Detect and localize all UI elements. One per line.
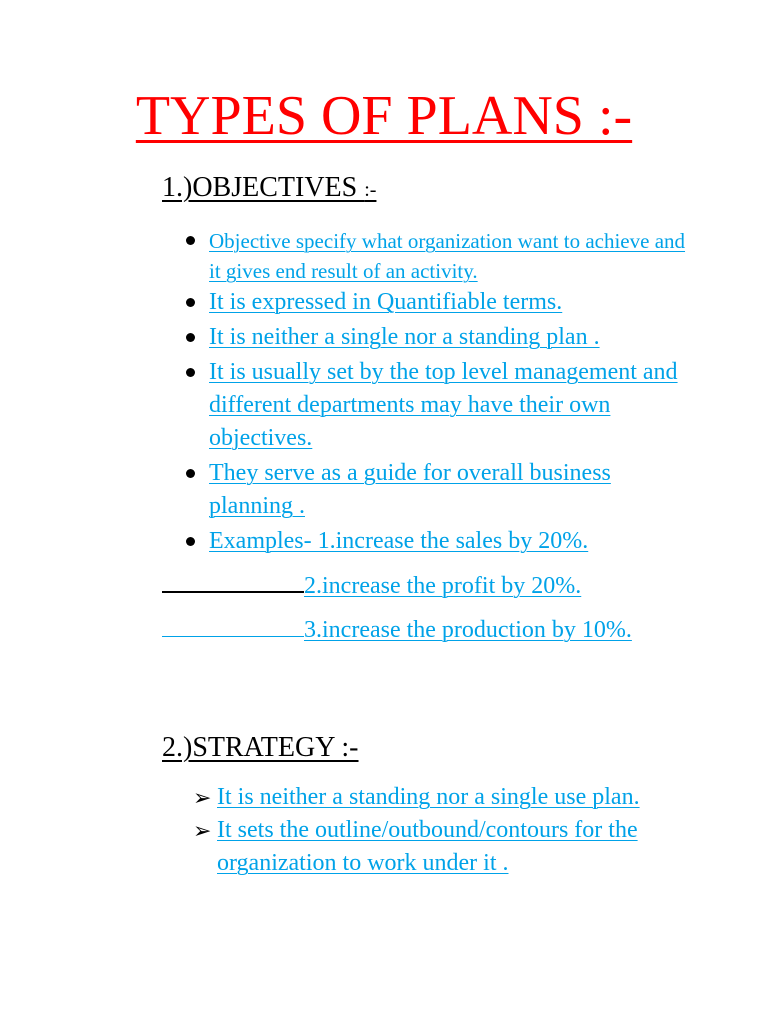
objectives-heading-text: 1.)OBJECTIVES <box>162 172 365 203</box>
objective-bullet-5[interactable]: They serve as a guide for overall business planning . <box>209 460 611 519</box>
objective-bullet-3[interactable]: It is neither a single nor a standing plan . <box>209 324 600 350</box>
objective-bullet-6[interactable]: Examples- 1.increase the sales by 20%. <box>209 528 589 554</box>
list-item <box>193 814 657 880</box>
example-3-text[interactable]: 3.increase the production by 10%. <box>304 617 632 643</box>
bullet-dot-icon <box>186 333 195 342</box>
objectives-list <box>186 226 686 558</box>
objective-bullet-1[interactable]: Objective specify what organization want to achieve and it gives end result of an activity. <box>209 229 686 283</box>
list-item <box>186 356 679 455</box>
objective-bullet-4[interactable]: It is usually set by the top level management and different departments may have their own objectives. <box>209 359 678 451</box>
list-item <box>186 457 629 523</box>
bullet-dot-icon <box>186 368 195 377</box>
arrow-bullet-icon: ➢ <box>193 785 212 810</box>
underline-rule <box>162 590 304 593</box>
bullet-dot-icon <box>186 298 195 307</box>
underline-rule <box>162 635 304 637</box>
example-line-2 <box>162 570 581 603</box>
objective-bullet-2[interactable]: It is expressed in Quantifiable terms. <box>209 289 563 315</box>
arrow-bullet-icon: ➢ <box>193 818 212 843</box>
example-line-3 <box>162 614 642 647</box>
strategy-bullet-1[interactable]: It is neither a standing nor a single use plan. <box>217 784 640 810</box>
bullet-dot-icon <box>186 236 195 245</box>
list-item <box>193 781 677 814</box>
strategy-heading: 2.)STRATEGY :- <box>162 732 359 763</box>
list-item <box>186 286 686 319</box>
strategy-list <box>193 781 673 880</box>
objectives-heading-suffix: :- <box>364 179 377 201</box>
list-item <box>186 321 686 354</box>
bullet-dot-icon <box>186 537 195 546</box>
list-item <box>186 525 686 558</box>
example-2-text[interactable]: 2.increase the profit by 20%. <box>304 573 582 599</box>
list-item <box>186 226 686 286</box>
page-title-text: TYPES OF PLANS :- <box>135 85 633 147</box>
bullet-dot-icon <box>186 469 195 478</box>
page-title <box>0 85 768 147</box>
strategy-bullet-2[interactable]: It sets the outline/outbound/contours for the organization to work under it . <box>217 817 638 876</box>
objectives-heading <box>162 174 376 202</box>
